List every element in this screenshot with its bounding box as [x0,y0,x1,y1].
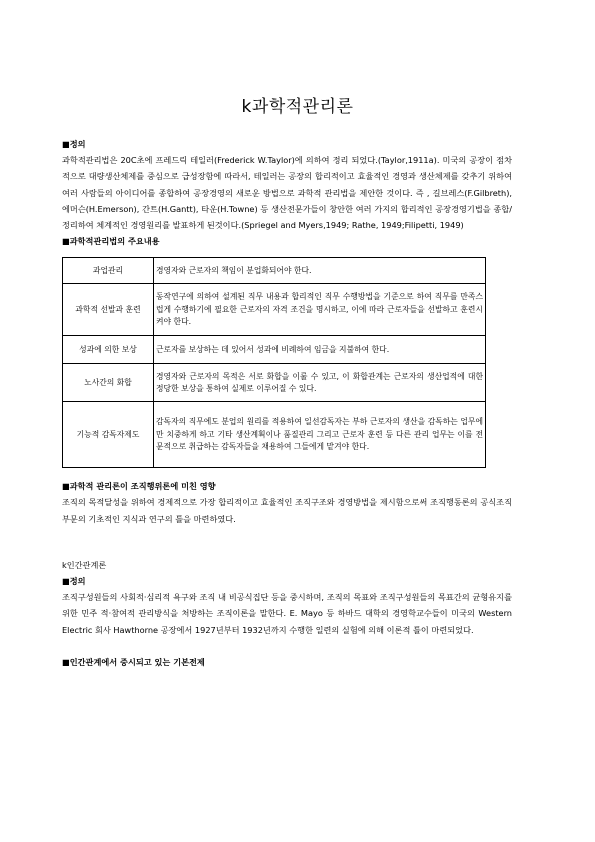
table-value-cell: 감독자의 직무에도 분업의 원리를 적용하여 일선감독자는 부하 근로자의 생산을 감독하는 업무에만 치중하게 하고 기타 생산계획이나 품질관리 그리고 근로자 훈련 등 다른 관리 업무는 이를 전문적으로 취급하는 감독자들을 채용하여 그들에게 맡겨야 한다. [154,402,486,468]
definition-heading: ■정의 [62,576,86,587]
table-row [63,284,486,336]
document-body [62,136,512,670]
principles-table [62,257,486,468]
table-key-cell: 기능적 감독자제도 [63,402,154,468]
table-value-cell: 경영자와 근로자의 목적은 서로 화합을 이룰 수 있고, 이 화합관계는 근로자의 생산업적에 대한 정당한 보상을 통하여 실제로 이루어질 수 있다. [154,364,486,402]
section-title: k인간관계론 [62,560,107,571]
contents-heading: ■과학적관리법의 주요내용 [62,236,160,247]
definition-paragraph: 과학적관리법은 20C초에 프레드릭 테일러(Frederick W.Taylor)에 의하여 정리 되었다.(Taylor,1911a). 미국의 공장이 점차적으로 대량생산체제를 중심으로 급성장함에 따라서, 테일러는 공장의 합리적이고 효율적인 경영과 생산체제를 갖추기 위하여 여러 사람들의 아이디어를 종합하여 공장경영의 새로운 방법으로 과학적 관리법을 제안한 것이다. 즉 , 길브레스(F.Gilbreth), 에머슨(H.Emerson), 간트(H.Gantt), 타운(H.Towne) 등 생산전문가들이 창안한 여러 가지의 합리적인 공장경영기법을 종합/정리하여 체계적인 경영원리를 발표하게 된것이다.(Spriegel and Myers,1949; Rathe, 1949;Filipetti, 1949) [62,155,512,231]
table-row [63,402,486,468]
table-row [63,258,486,284]
definition-heading: ■정의 [62,139,86,149]
influence-paragraph: 조직의 목적달성을 위하여 경제적으로 가장 합리적이고 효율적인 조직구조와 경영방법을 제시함으로써 조직행동론의 공식조직부문의 기초적인 지식과 연구의 틀을 마련하였다. [62,497,512,524]
table-row [63,364,486,402]
table-value-cell: 근로자를 보상하는 데 있어서 성과에 비례하여 임금을 지불하여 한다. [154,336,486,364]
definition-paragraph: 조직구성원들의 사회적·심리적 욕구와 조직 내 비공식집단 등을 중시하며, 조직의 목표와 조직구성원들의 목표간의 균형유지를 위한 민주 적·참여적 관리방식을 처방하는 조직이론을 말한다. E. Mayo 등 하바드 대학의 경영학교수들이 미국의 Western Electric 회사 Hawthorne 공장에서 1927년부터 1932년까지 수행한 일련의 실험에 의해 이론적 틀이 마련되었다. [62,592,512,635]
premise-heading: ■인간관계에서 중시되고 있는 기본전제 [62,656,205,667]
table-key-cell: 성과에 의한 보상 [63,336,154,364]
table-key-cell: 노사간의 화합 [63,364,154,402]
influence-heading: ■과학적 관리론이 조직행위론에 미친 영향 [62,481,216,492]
table-value-cell: 경영자와 근로자의 책임이 분업화되어야 한다. [154,258,486,284]
table-key-cell: 과업관리 [63,258,154,284]
page-title: k과학적관리론 [241,97,354,117]
table-key-cell: 과학적 선발과 훈련 [63,284,154,336]
table-value-cell: 동작연구에 의하여 설계된 직무 내용과 합리적인 직무 수행방법을 기준으로 하여 직무를 만족스럽게 수행하기에 필요한 근로자의 자격 조건을 명시하고, 이에 따라 근로자들을 선발하고 훈련시켜야 한다. [154,284,486,336]
table-row [63,336,486,364]
